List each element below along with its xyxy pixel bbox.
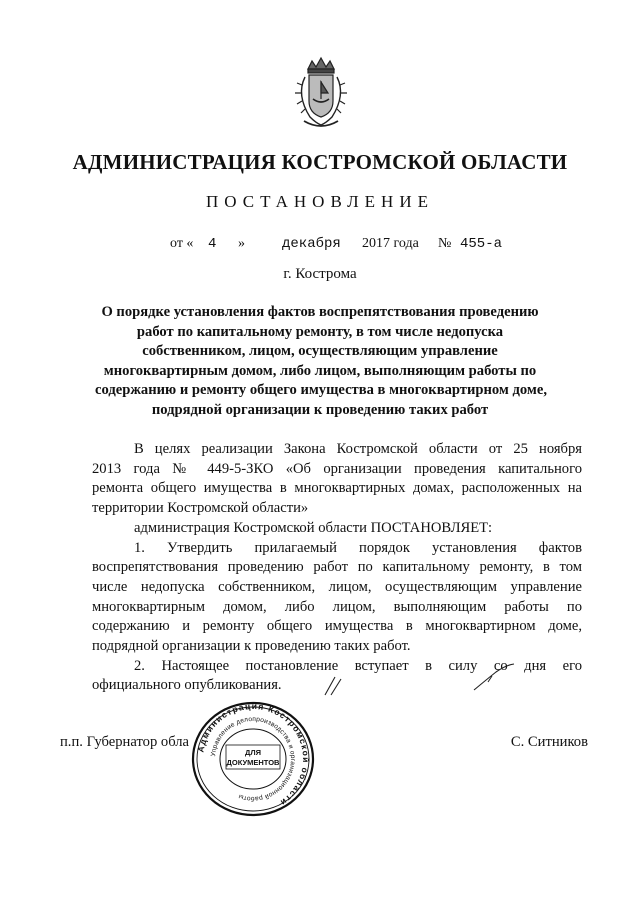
subject-line: О порядке установления фактов воспрепятствования проведению [101,304,539,320]
document-subject [95,303,545,421]
administration-title: АДМИНИСТРАЦИЯ КОСТРОМСКОЙ ОБЛАСТИ [72,150,568,174]
date-day: 4 [208,236,217,252]
document-number: 455-а [460,236,503,252]
subject-line: многоквартирным домом, либо лицом, выполняющим работы по [103,362,537,379]
date-prefix: от « [170,236,194,251]
document-type: ПОСТАНОВЛЕНИЕ [205,192,434,211]
stamp-inner-ring-text: Управление делопроизводства и организационной работы [210,715,297,803]
body-line: подрядной организации к проведению таких работ. [92,638,411,655]
stamp-center-line1: ДЛЯ [245,748,261,757]
body-line: 2. Настоящее постановление вступает в силу со дня его [134,657,582,674]
date-close-quote: » [238,236,245,251]
coat-of-arms-emblem [290,55,352,135]
handwritten-signature [468,662,518,692]
handwritten-mark [315,673,355,697]
subject-line: подрядной организации к проведению таких работ [151,401,489,418]
signer-position: п.п. Губернатор обла [60,734,190,750]
subject-line: работ по капитальному ремонту, в том числе недопуска [136,323,504,340]
body-line: многоквартирным домом, либо лицом, выполняющим работы по [92,598,582,615]
official-stamp [188,700,318,818]
body-line: официального опубликования. [92,677,282,694]
signer-name: С. Ситников [510,734,588,750]
document-body [92,440,582,696]
date-year: 2017 года [362,236,419,251]
body-line: числе недопуска собственником, лицом, осуществляющим управление [92,578,582,595]
stamp-ring-text: Администрация Костромской области [195,700,312,809]
body-line: содержанию и ремонту общего имущества в многоквартирном доме, [92,618,582,635]
subject-line: содержанию и ремонту общего имущества в многоквартирном доме, [95,382,547,399]
body-line: территории Костромской области» [92,500,309,517]
body-line: ремонта общего имущества в многоквартирных домах, расположенных на [92,480,582,497]
body-line: 2013 года № 449-5-ЗКО «Об организации проведения капитального [92,460,582,477]
stamp-center-line2: ДОКУМЕНТОВ [226,758,280,767]
body-line: администрация Костромской области ПОСТАНОВЛЯЕТ: [134,519,493,536]
city: г. Кострома [283,266,357,282]
subject-line: собственником, лицом, осуществляющим управление [142,343,498,360]
body-line: В целях реализации Закона Костромской области от 25 ноября [134,441,582,457]
body-line: воспрепятствования проведению работ по капитальному ремонту, в том [92,559,582,576]
body-line: 1. Утвердить прилагаемый порядок установления фактов [134,539,582,556]
number-sign: № [438,236,452,251]
date-month: декабря [282,236,341,252]
